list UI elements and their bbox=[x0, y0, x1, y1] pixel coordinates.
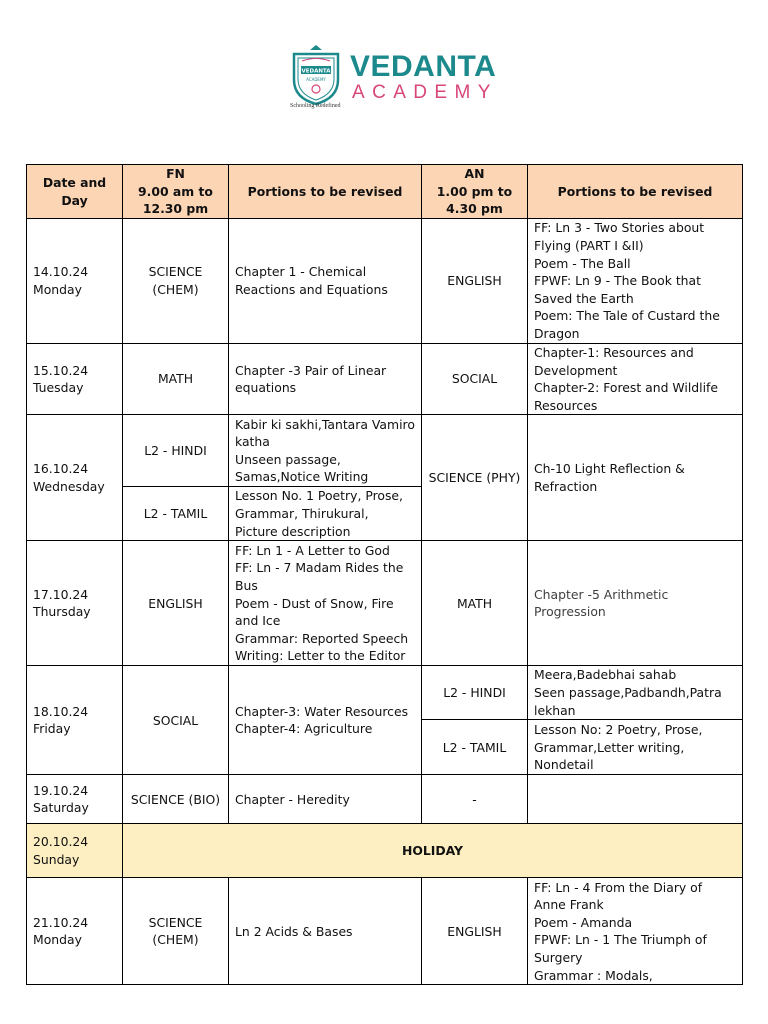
an-subject: MATH bbox=[422, 541, 528, 666]
header-an-portions: Portions to be revised bbox=[528, 165, 743, 219]
header-date: Date and Day bbox=[27, 165, 123, 219]
table-row bbox=[27, 666, 743, 720]
fn-subject: MATH bbox=[123, 344, 229, 415]
exam-timetable bbox=[26, 164, 743, 985]
an-subject: L2 - TAMIL bbox=[422, 720, 528, 775]
an-subject: ENGLISH bbox=[422, 219, 528, 344]
table-row bbox=[27, 541, 743, 666]
date-cell: 18.10.24 Friday bbox=[27, 666, 123, 775]
fn-portions: Lesson No. 1 Poetry, Prose, Grammar, Thirukural, Picture description bbox=[229, 487, 422, 541]
header-fn-portions: Portions to be revised bbox=[229, 165, 422, 219]
fn-portions: Ln 2 Acids & Bases bbox=[229, 878, 422, 985]
fn-portions: Chapter-3: Water Resources Chapter-4: Agriculture bbox=[229, 666, 422, 775]
table-row bbox=[27, 415, 743, 487]
holiday-row bbox=[27, 824, 743, 878]
fn-portions: FF: Ln 1 - A Letter to God FF: Ln - 7 Madam Rides the Bus Poem - Dust of Snow, Fire and Ice Grammar: Reported Speech Writing: Letter to the Editor bbox=[229, 541, 422, 666]
svg-text:VEDANTA: VEDANTA bbox=[301, 68, 331, 75]
date-cell: 19.10.24 Saturday bbox=[27, 775, 123, 824]
brand-subtitle: ACADEMY bbox=[352, 82, 498, 103]
fn-subject: SCIENCE (CHEM) bbox=[123, 219, 229, 344]
an-portions: Ch-10 Light Reflection & Refraction bbox=[528, 415, 743, 541]
an-portions: Chapter-1: Resources and Development Chapter-2: Forest and Wildlife Resources bbox=[528, 344, 743, 415]
date-cell: 21.10.24 Monday bbox=[27, 878, 123, 985]
date-cell: 15.10.24 Tuesday bbox=[27, 344, 123, 415]
brand-name: VEDANTA bbox=[350, 50, 497, 83]
svg-text:ACADEMY: ACADEMY bbox=[306, 77, 326, 82]
an-portions: FF: Ln - 4 From the Diary of Anne Frank Poem - Amanda FPWF: Ln - 1 The Triumph of Surgery Grammar : Modals, bbox=[528, 878, 743, 985]
holiday-label: HOLIDAY bbox=[123, 824, 743, 878]
an-subject: L2 - HINDI bbox=[422, 666, 528, 720]
fn-portions: Chapter - Heredity bbox=[229, 775, 422, 824]
fn-portions: Kabir ki sakhi,Tantara Vamiro katha Unseen passage, Samas,Notice Writing bbox=[229, 415, 422, 487]
an-portions: Chapter -5 Arithmetic Progression bbox=[528, 541, 743, 666]
an-subject: SOCIAL bbox=[422, 344, 528, 415]
fn-subject: L2 - HINDI bbox=[123, 415, 229, 487]
date-cell: 20.10.24 Sunday bbox=[27, 824, 123, 878]
table-row bbox=[27, 775, 743, 824]
table-row bbox=[27, 878, 743, 985]
fn-subject: SCIENCE (CHEM) bbox=[123, 878, 229, 985]
fn-subject: L2 - TAMIL bbox=[123, 487, 229, 541]
fn-subject: SCIENCE (BIO) bbox=[123, 775, 229, 824]
an-portions: Lesson No: 2 Poetry, Prose, Grammar,Letter writing, Nondetail bbox=[528, 720, 743, 775]
an-portions: FF: Ln 3 - Two Stories about Flying (PART I &II) Poem - The Ball FPWF: Ln 9 - The Book that Saved the Earth Poem: The Tale of Custard the Dragon bbox=[528, 219, 743, 344]
an-subject: SCIENCE (PHY) bbox=[422, 415, 528, 541]
school-logo bbox=[288, 44, 528, 114]
fn-portions: Chapter 1 - Chemical Reactions and Equations bbox=[229, 219, 422, 344]
date-cell: 16.10.24 Wednesday bbox=[27, 415, 123, 541]
an-portions: Meera,Badebhai sahab Seen passage,Padbandh,Patra lekhan bbox=[528, 666, 743, 720]
table-row bbox=[27, 344, 743, 415]
fn-subject: ENGLISH bbox=[123, 541, 229, 666]
an-subject: - bbox=[422, 775, 528, 824]
fn-subject: SOCIAL bbox=[123, 666, 229, 775]
fn-portions: Chapter -3 Pair of Linear equations bbox=[229, 344, 422, 415]
an-portions bbox=[528, 775, 743, 824]
header-an: AN 1.00 pm to 4.30 pm bbox=[422, 165, 528, 219]
date-cell: 17.10.24 Thursday bbox=[27, 541, 123, 666]
date-cell: 14.10.24 Monday bbox=[27, 219, 123, 344]
school-emblem-icon bbox=[288, 44, 344, 106]
header-fn: FN 9.00 am to 12.30 pm bbox=[123, 165, 229, 219]
table-header-row bbox=[27, 165, 743, 219]
table-row bbox=[27, 219, 743, 344]
brand-tagline: Schooling Redefined bbox=[290, 103, 341, 109]
an-subject: ENGLISH bbox=[422, 878, 528, 985]
